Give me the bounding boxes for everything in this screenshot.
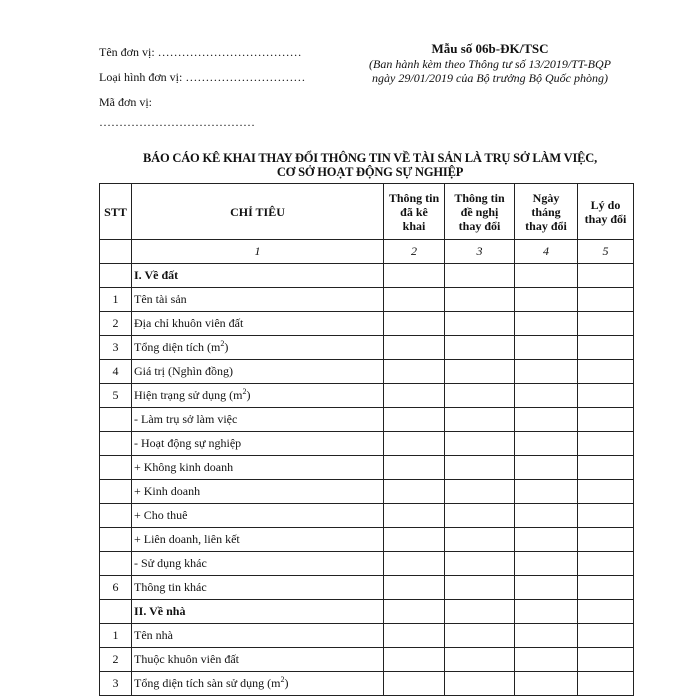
proposed-info-cell[interactable] <box>445 288 515 312</box>
proposed-info-cell[interactable] <box>445 600 515 624</box>
row-item: - Làm trụ sở làm việc <box>132 408 384 432</box>
row-stt <box>100 528 132 552</box>
unit-type-line: Loại hình đơn vị: ………………………… <box>99 70 306 84</box>
declared-info-cell[interactable] <box>384 456 445 480</box>
proposed-info-cell[interactable] <box>445 336 515 360</box>
declared-info-cell[interactable] <box>384 264 445 288</box>
row-stt: 1 <box>100 288 132 312</box>
row-stt <box>100 408 132 432</box>
table-row <box>100 264 634 288</box>
change-date-cell[interactable] <box>515 432 578 456</box>
report-title-line-2: CƠ SỞ HOẠT ĐỘNG SỰ NGHIỆP <box>276 165 464 179</box>
change-reason-cell[interactable] <box>578 360 634 384</box>
header-change-date: Ngày tháng thay đổi <box>515 184 578 240</box>
declared-info-cell[interactable] <box>384 624 445 648</box>
change-date-cell[interactable] <box>515 384 578 408</box>
proposed-info-cell[interactable] <box>445 312 515 336</box>
proposed-info-cell[interactable] <box>445 456 515 480</box>
row-stt: 3 <box>100 672 132 696</box>
row-stt <box>100 600 132 624</box>
declared-info-cell[interactable] <box>384 552 445 576</box>
row-item: Tên tài sản <box>132 288 384 312</box>
change-reason-cell[interactable] <box>578 456 634 480</box>
declared-info-cell[interactable] <box>384 360 445 384</box>
change-reason-cell[interactable] <box>578 384 634 408</box>
change-date-cell[interactable] <box>515 480 578 504</box>
header-chi-tieu: CHỈ TIÊU <box>132 184 384 240</box>
table-row <box>100 576 634 600</box>
proposed-info-cell[interactable] <box>445 504 515 528</box>
form-note-line-1: (Ban hành kèm theo Thông tư số 13/2019/TT-BQP <box>369 57 611 71</box>
change-reason-cell[interactable] <box>578 528 634 552</box>
table-row <box>100 528 634 552</box>
change-date-cell[interactable] <box>515 408 578 432</box>
proposed-info-cell[interactable] <box>445 624 515 648</box>
table-row <box>100 288 634 312</box>
change-date-cell[interactable] <box>515 456 578 480</box>
change-date-cell[interactable] <box>515 288 578 312</box>
row-stt: 6 <box>100 576 132 600</box>
declared-info-cell[interactable] <box>384 312 445 336</box>
change-reason-cell[interactable] <box>578 480 634 504</box>
change-reason-cell[interactable] <box>578 336 634 360</box>
change-date-cell[interactable] <box>515 360 578 384</box>
change-reason-cell[interactable] <box>578 552 634 576</box>
change-reason-cell[interactable] <box>578 504 634 528</box>
row-item: Tổng diện tích $(m^2)$ <box>132 336 384 360</box>
row-item: Thuộc khuôn viên đất <box>132 648 384 672</box>
proposed-info-cell[interactable] <box>445 552 515 576</box>
row-stt <box>100 552 132 576</box>
table-header-row <box>100 184 634 240</box>
table-row <box>100 408 634 432</box>
table-row <box>100 456 634 480</box>
table-row <box>100 312 634 336</box>
change-date-cell[interactable] <box>515 552 578 576</box>
report-title-line-1: BÁO CÁO KÊ KHAI THAY ĐỔI THÔNG TIN VỀ TÀI SẢN LÀ TRỤ SỞ LÀM VIỆC, <box>142 151 597 165</box>
table-row <box>100 624 634 648</box>
row-item: Địa chỉ khuôn viên đất <box>132 312 384 336</box>
change-date-cell[interactable] <box>515 576 578 600</box>
proposed-info-cell[interactable] <box>445 672 515 696</box>
row-item: Thông tin khác <box>132 576 384 600</box>
report-table <box>99 183 634 696</box>
column-number: 5 <box>578 240 634 264</box>
proposed-info-cell[interactable] <box>445 576 515 600</box>
row-item: + Cho thuê <box>132 504 384 528</box>
column-number: 2 <box>384 240 445 264</box>
change-date-cell[interactable] <box>515 600 578 624</box>
column-number: 4 <box>515 240 578 264</box>
row-stt: 3 <box>100 336 132 360</box>
change-reason-cell[interactable] <box>578 576 634 600</box>
proposed-info-cell[interactable] <box>445 384 515 408</box>
change-reason-cell[interactable] <box>578 648 634 672</box>
table-row <box>100 600 634 624</box>
row-stt: 1 <box>100 624 132 648</box>
change-reason-cell[interactable] <box>578 288 634 312</box>
row-stt: 2 <box>100 648 132 672</box>
proposed-info-cell[interactable] <box>445 264 515 288</box>
unit-name-line: Tên đơn vị: ……………………………… <box>99 45 302 59</box>
row-item: + Không kinh doanh <box>132 456 384 480</box>
row-item: Hiện trạng sử dụng $(m^2)$ <box>132 384 384 408</box>
header-change-reason: Lý do thay đổi <box>578 184 634 240</box>
row-stt: 5 <box>100 384 132 408</box>
proposed-info-cell[interactable] <box>445 480 515 504</box>
change-date-cell[interactable] <box>515 264 578 288</box>
form-note-line-2: ngày 29/01/2019 của Bộ trưởng Bộ Quốc phòng) <box>372 71 608 85</box>
declared-info-cell[interactable] <box>384 576 445 600</box>
table-row <box>100 336 634 360</box>
row-item: - Hoạt động sự nghiệp <box>132 432 384 456</box>
table-row <box>100 672 634 696</box>
change-date-cell[interactable] <box>515 312 578 336</box>
change-reason-cell[interactable] <box>578 600 634 624</box>
row-item: Tên nhà <box>132 624 384 648</box>
change-date-cell[interactable] <box>515 624 578 648</box>
column-number <box>100 240 132 264</box>
section-heading: I. Về đất <box>132 264 384 288</box>
row-item: + Liên doanh, liên kết <box>132 528 384 552</box>
change-date-cell[interactable] <box>515 504 578 528</box>
header-declared-info: Thông tin đã kê khai <box>384 184 445 240</box>
table-row <box>100 432 634 456</box>
declared-info-cell[interactable] <box>384 480 445 504</box>
row-stt: 2 <box>100 312 132 336</box>
change-reason-cell[interactable] <box>578 408 634 432</box>
row-item: + Kinh doanh <box>132 480 384 504</box>
report-title <box>90 151 650 179</box>
header-proposed-info: Thông tin đề nghị thay đổi <box>445 184 515 240</box>
unit-code-dots: ………………………………… <box>99 115 255 129</box>
proposed-info-cell[interactable] <box>445 360 515 384</box>
row-stt: 4 <box>100 360 132 384</box>
row-stt <box>100 456 132 480</box>
section-heading: II. Về nhà <box>132 600 384 624</box>
declared-info-cell[interactable] <box>384 288 445 312</box>
proposed-info-cell[interactable] <box>445 648 515 672</box>
form-code-block <box>340 40 640 85</box>
table-row <box>100 504 634 528</box>
header-stt: STT <box>100 184 132 240</box>
table-row <box>100 360 634 384</box>
declared-info-cell[interactable] <box>384 672 445 696</box>
change-date-cell[interactable] <box>515 648 578 672</box>
table-row <box>100 480 634 504</box>
table-row <box>100 552 634 576</box>
proposed-info-cell[interactable] <box>445 408 515 432</box>
table-row <box>100 384 634 408</box>
declared-info-cell[interactable] <box>384 528 445 552</box>
unit-info <box>99 40 305 129</box>
change-reason-cell[interactable] <box>578 312 634 336</box>
row-item: Tổng diện tích sàn sử dụng $(m^2)$ <box>132 672 384 696</box>
change-reason-cell[interactable] <box>578 624 634 648</box>
change-date-cell[interactable] <box>515 528 578 552</box>
change-date-cell[interactable] <box>515 672 578 696</box>
declared-info-cell[interactable] <box>384 648 445 672</box>
proposed-info-cell[interactable] <box>445 432 515 456</box>
proposed-info-cell[interactable] <box>445 528 515 552</box>
declared-info-cell[interactable] <box>384 432 445 456</box>
form-code: Mẫu số 06b-ĐK/TSC <box>431 41 549 56</box>
row-item: Giá trị (Nghìn đồng) <box>132 360 384 384</box>
change-reason-cell[interactable] <box>578 264 634 288</box>
table-row <box>100 648 634 672</box>
table-body <box>100 264 634 696</box>
row-stt <box>100 432 132 456</box>
row-stt <box>100 264 132 288</box>
column-number: 3 <box>445 240 515 264</box>
unit-code-line: Mã đơn vị: <box>99 95 153 109</box>
declared-info-cell[interactable] <box>384 408 445 432</box>
declared-info-cell[interactable] <box>384 336 445 360</box>
row-stt <box>100 480 132 504</box>
column-number-row <box>100 240 634 264</box>
declared-info-cell[interactable] <box>384 384 445 408</box>
row-stt <box>100 504 132 528</box>
change-date-cell[interactable] <box>515 336 578 360</box>
declared-info-cell[interactable] <box>384 504 445 528</box>
change-reason-cell[interactable] <box>578 432 634 456</box>
change-reason-cell[interactable] <box>578 672 634 696</box>
declared-info-cell[interactable] <box>384 600 445 624</box>
row-item: - Sử dụng khác <box>132 552 384 576</box>
column-number: 1 <box>132 240 384 264</box>
